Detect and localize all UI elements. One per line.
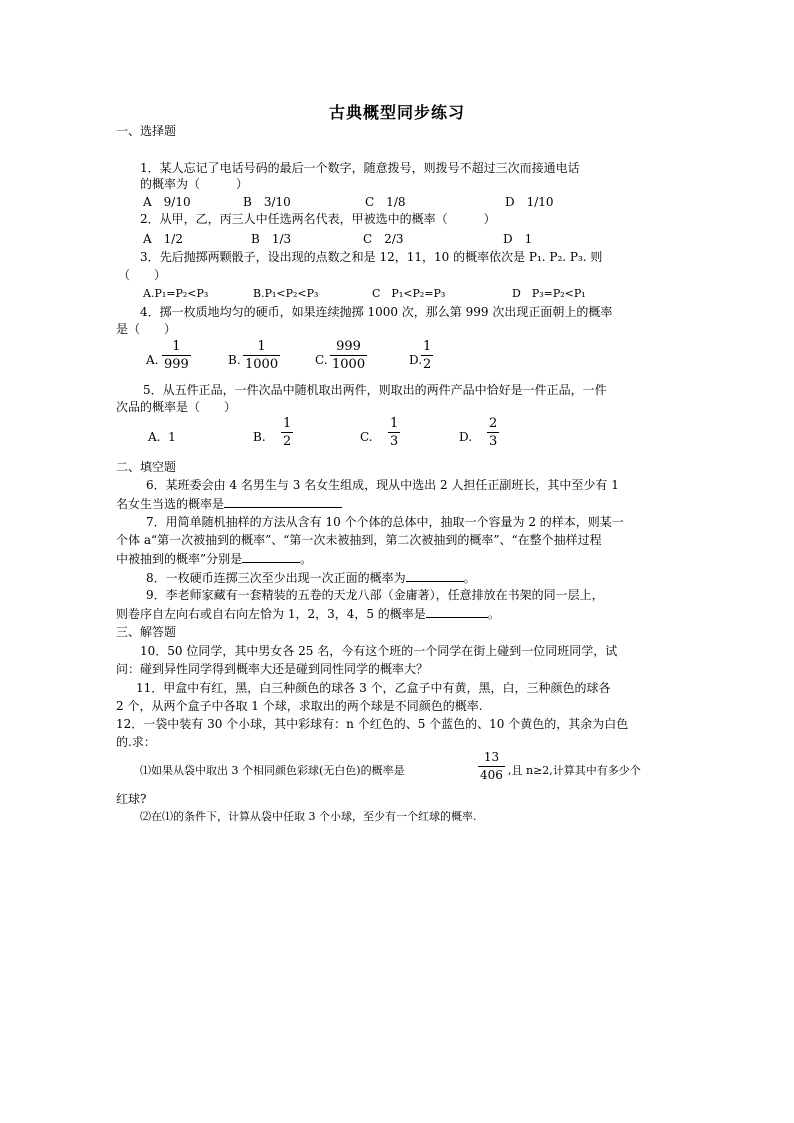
fraction-denominator: 1000: [245, 357, 279, 372]
answer-blank[interactable]: [224, 496, 342, 508]
question-11-line-1: 11．甲盒中有红，黑，白三种颜色的球各 3 个，乙盒子中有黄，黑，白，三种颜色的球各: [136, 681, 611, 695]
question-2-line-1: 2．从甲，乙，丙三人中任选两名代表，甲被选中的概率（ ）: [140, 212, 496, 226]
question-8-end: 。: [463, 571, 476, 585]
question-5-option-d-label: D.: [459, 430, 473, 444]
question-12-part-1-line-1-suffix: ,且 n≥2,计算其中有多少个: [508, 764, 641, 777]
question-4-option-a-label: A.: [146, 353, 159, 367]
fraction-numerator: 13: [483, 750, 500, 764]
question-8-line-1: [146, 570, 476, 585]
question-12-line-2: 的.求：: [116, 735, 156, 749]
page-title: 古典概型同步练习: [328, 103, 465, 122]
fraction-numerator: 1: [423, 339, 432, 354]
option-value: 1: [168, 430, 176, 444]
question-3-line-2: （ ）: [118, 268, 167, 282]
fraction-numerator: 1: [172, 339, 181, 354]
section-heading-fill: 二、填空题: [116, 460, 177, 474]
question-5-line-2: 次品的概率是（ ）: [116, 400, 237, 414]
question-2-option-d: D 1: [503, 232, 533, 246]
question-4-option-b-fraction: [243, 339, 280, 372]
fraction-numerator: 1: [257, 339, 266, 354]
fraction-denominator: 2: [283, 434, 292, 449]
answer-blank[interactable]: [426, 606, 488, 618]
fraction-numerator: 2: [489, 416, 498, 431]
question-3-option-c: C P₁<P₂=P₃: [372, 287, 446, 300]
question-4-line-2: 是（ ）: [116, 322, 177, 336]
fraction-numerator: 1: [283, 416, 292, 431]
question-8-text: 8．一枚硬币连掷三次至少出现一次正面的概率为: [146, 571, 406, 585]
question-3-line-1: 3．先后抛掷两颗骰子，设出现的点数之和是 12，11，10 的概率依次是 P₁. P₂. P₃. 则: [140, 250, 603, 264]
question-1-option-d: D 1/10: [505, 195, 554, 209]
fraction-numerator: 999: [336, 339, 361, 354]
question-12-part-1-line-1-prefix: ⑴如果从袋中取出 3 个相同颜色彩球(无白色)的概率是: [140, 764, 405, 777]
fraction-denominator: 1000: [332, 357, 366, 372]
section-heading-solve: 三、解答题: [116, 625, 177, 639]
question-4-option-c-fraction: [330, 339, 367, 372]
question-3-option-a: A.P₁=P₂<P₃: [143, 287, 209, 300]
question-4-line-1: 4．掷一枚质地均匀的硬币，如果连续抛掷 1000 次，那么第 999 次出现正面朝上的概率: [140, 305, 613, 319]
question-2-option-b: B 1/3: [251, 232, 292, 246]
question-5-option-b-fraction: [281, 416, 293, 449]
question-10-line-2: 问：碰到异性同学得到概率大还是碰到同性同学的概率大？: [116, 662, 429, 676]
question-1-option-b: B 3/10: [243, 195, 291, 209]
question-7-line-3: [116, 551, 312, 566]
question-1-line-1: 1．某人忘记了电话号码的最后一个数字，随意拨号，则拨号不超过三次而接通电话: [140, 161, 580, 175]
question-6-line-2: [116, 496, 342, 511]
question-4-option-c-label: C.: [315, 353, 328, 367]
fraction-denominator: 3: [489, 434, 498, 449]
question-5-option-c-label: C.: [360, 430, 373, 444]
question-1-option-c: C 1/8: [365, 195, 406, 209]
answer-blank[interactable]: [242, 551, 300, 563]
question-4-option-b-label: B.: [228, 353, 241, 367]
question-4-option-a-fraction: [162, 339, 191, 372]
question-12-part-2: ⑵在⑴的条件下，计算从袋中任取 3 个小球，至少有一个红球的概率.: [140, 810, 477, 823]
fraction-numerator: 1: [390, 416, 399, 431]
question-1-option-a: A 9/10: [143, 195, 191, 209]
question-12-line-1: 12．一袋中装有 30 个小球，其中彩球有：n 个红色的、5 个蓝色的、10 个黄色的，其余为白色: [116, 717, 629, 731]
question-5-option-a: [148, 430, 176, 444]
fraction-denominator: 2: [423, 357, 432, 372]
question-6-text: 名女生当选的概率是: [116, 497, 225, 511]
question-5-option-b-label: B.: [253, 430, 266, 444]
question-5-option-d-fraction: [487, 416, 499, 449]
section-heading-choice: 一、选择题: [116, 124, 177, 138]
question-9-line-1: 9．李老师家藏有一套精装的五卷的天龙八部（金庸著），任意排放在书架的同一层上，: [146, 588, 604, 602]
question-7-line-2: 个体 a“第一次被抽到的概率”、“第一次未被抽到，第二次被抽到的概率”、“在整个抽样过程: [116, 533, 602, 547]
question-9-line-2: [116, 606, 500, 621]
question-3-option-d: D P₃=P₂<P₁: [512, 287, 586, 300]
option-label: A.: [148, 430, 161, 444]
question-9-text: 则卷序自左向右或自右向左恰为 1，2，3，4，5 的概率是: [116, 607, 426, 621]
question-6-line-1: 6．某班委会由 4 名男生与 3 名女生组成，现从中选出 2 人担任正副班长，其中至少有 1: [146, 478, 619, 492]
question-12-part-1-fraction: [478, 750, 505, 783]
question-4-option-d-label: D.: [409, 353, 423, 367]
question-12-part-1-line-2: 红球?: [116, 792, 147, 806]
question-7-text: 中被抽到的概率”分别是: [116, 552, 243, 566]
question-10-line-1: 10．50 位同学，其中男女各 25 名，今有这个班的一个同学在街上碰到一位同班同学，试: [140, 644, 618, 658]
question-5-option-c-fraction: [388, 416, 400, 449]
question-9-end: 。: [487, 607, 500, 621]
question-7-line-1: 7．用简单随机抽样的方法从含有 10 个个体的总体中，抽取一个容量为 2 的样本，则某一: [146, 515, 624, 529]
question-1-line-2: 的概率为（ ）: [140, 177, 249, 191]
question-2-option-c: C 2/3: [363, 232, 404, 246]
fraction-denominator: 999: [164, 357, 189, 372]
question-3-option-b: B.P₁<P₂<P₃: [253, 287, 319, 300]
question-2-option-a: A 1/2: [143, 232, 183, 246]
question-7-end: 。: [300, 552, 313, 566]
fraction-denominator: 3: [390, 434, 399, 449]
answer-blank[interactable]: [406, 570, 464, 582]
question-11-line-2: 2 个，从两个盒子中各取 1 个球，求取出的两个球是不同颜色的概率.: [116, 699, 483, 713]
question-5-line-1: 5．从五件正品，一件次品中随机取出两件，则取出的两件产品中恰好是一件正品，一件: [143, 383, 607, 397]
fraction-denominator: 406: [480, 768, 503, 782]
question-4-option-d-fraction: [421, 339, 433, 372]
